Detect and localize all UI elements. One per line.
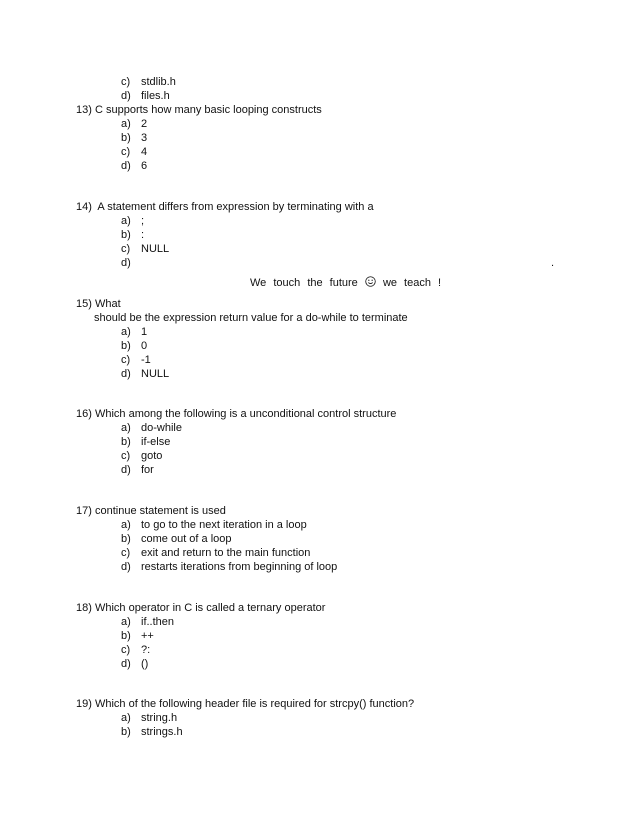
option-label: c) <box>121 243 131 255</box>
option-label: d) <box>121 658 131 670</box>
question-17 <box>76 504 226 518</box>
option-label: c) <box>121 76 131 88</box>
option-text: if..then <box>141 616 175 628</box>
option-text: 0 <box>141 340 148 352</box>
option-label: c) <box>121 547 131 559</box>
option-label: b) <box>121 132 131 144</box>
question-16 <box>76 407 396 421</box>
option-label: a) <box>121 118 131 130</box>
option-label: b) <box>121 436 131 448</box>
option-label: d) <box>121 257 131 269</box>
option-text: do-while <box>141 422 182 434</box>
option-text: 2 <box>141 118 148 130</box>
option-label: b) <box>121 340 131 352</box>
footer-text-after: we teach ! <box>382 277 442 289</box>
option-text: ?: <box>141 644 151 656</box>
option-text: to go to the next iteration in a loop <box>141 519 307 531</box>
footer-motto <box>250 276 441 290</box>
question-number: 15) <box>76 298 92 310</box>
option-label: d) <box>121 561 131 573</box>
smiley-icon <box>365 277 376 289</box>
question-text: What <box>94 298 121 310</box>
question-text: A statement differs from expression by terminating with a <box>97 201 374 213</box>
question-number: 19) <box>76 698 92 710</box>
option-text: for <box>141 464 154 476</box>
option-label: a) <box>121 616 131 628</box>
question-text: Which operator in C is called a ternary operator <box>94 602 326 614</box>
option-label: d) <box>121 368 131 380</box>
option-text: NULL <box>141 243 170 255</box>
option-label: a) <box>121 326 131 338</box>
option-text: exit and return to the main function <box>141 547 311 559</box>
option-text: stdlib.h <box>141 76 176 88</box>
option-text: string.h <box>141 712 178 724</box>
option-label: d) <box>121 90 131 102</box>
question-18 <box>76 601 325 615</box>
option-label: b) <box>121 726 131 738</box>
option-label: b) <box>121 630 131 642</box>
option-text: : <box>141 229 145 241</box>
option-label: b) <box>121 229 131 241</box>
option-label: d) <box>121 160 131 172</box>
footer-text-before: We touch the future <box>250 277 358 289</box>
question-number: 13) <box>76 104 92 116</box>
option-text: 4 <box>141 146 148 158</box>
option-text: 3 <box>141 132 148 144</box>
option-label: a) <box>121 519 131 531</box>
question-15-continuation: should be the expression return value for a do-while to terminate <box>94 312 408 324</box>
option-label: a) <box>121 422 131 434</box>
option-text: -1 <box>141 354 151 366</box>
option-label: c) <box>121 146 131 158</box>
option-label: b) <box>121 533 131 545</box>
question-number: 17) <box>76 505 92 517</box>
question-text: C supports how many basic looping constructs <box>94 104 322 116</box>
question-number: 14) <box>76 201 92 213</box>
question-number: 16) <box>76 408 92 420</box>
question-13 <box>76 103 322 117</box>
option-text: 6 <box>141 160 148 172</box>
option-text: 1 <box>141 326 148 338</box>
option-text: () <box>141 658 149 670</box>
option-text: NULL <box>141 368 170 380</box>
option-label: d) <box>121 464 131 476</box>
option-text: ; <box>141 215 145 227</box>
option-text: files.h <box>141 90 170 102</box>
option-text: strings.h <box>141 726 183 738</box>
option-text: come out of a loop <box>141 533 232 545</box>
option-text: if-else <box>141 436 171 448</box>
option-label: a) <box>121 712 131 724</box>
question-19 <box>76 697 414 711</box>
question-text: Which among the following is a unconditional control structure <box>94 408 397 420</box>
option-label: c) <box>121 644 131 656</box>
option-text: goto <box>141 450 163 462</box>
option-text: ++ <box>141 630 154 642</box>
question-number: 18) <box>76 602 92 614</box>
question-text: Which of the following header file is required for strcpy() function? <box>94 698 415 710</box>
question-15 <box>76 297 121 311</box>
option-text: restarts iterations from beginning of loop <box>141 561 338 573</box>
question-text: continue statement is used <box>94 505 226 517</box>
question-14 <box>76 200 374 214</box>
trailing-mark: . <box>551 257 555 269</box>
option-label: c) <box>121 354 131 366</box>
option-label: c) <box>121 450 131 462</box>
option-label: a) <box>121 215 131 227</box>
